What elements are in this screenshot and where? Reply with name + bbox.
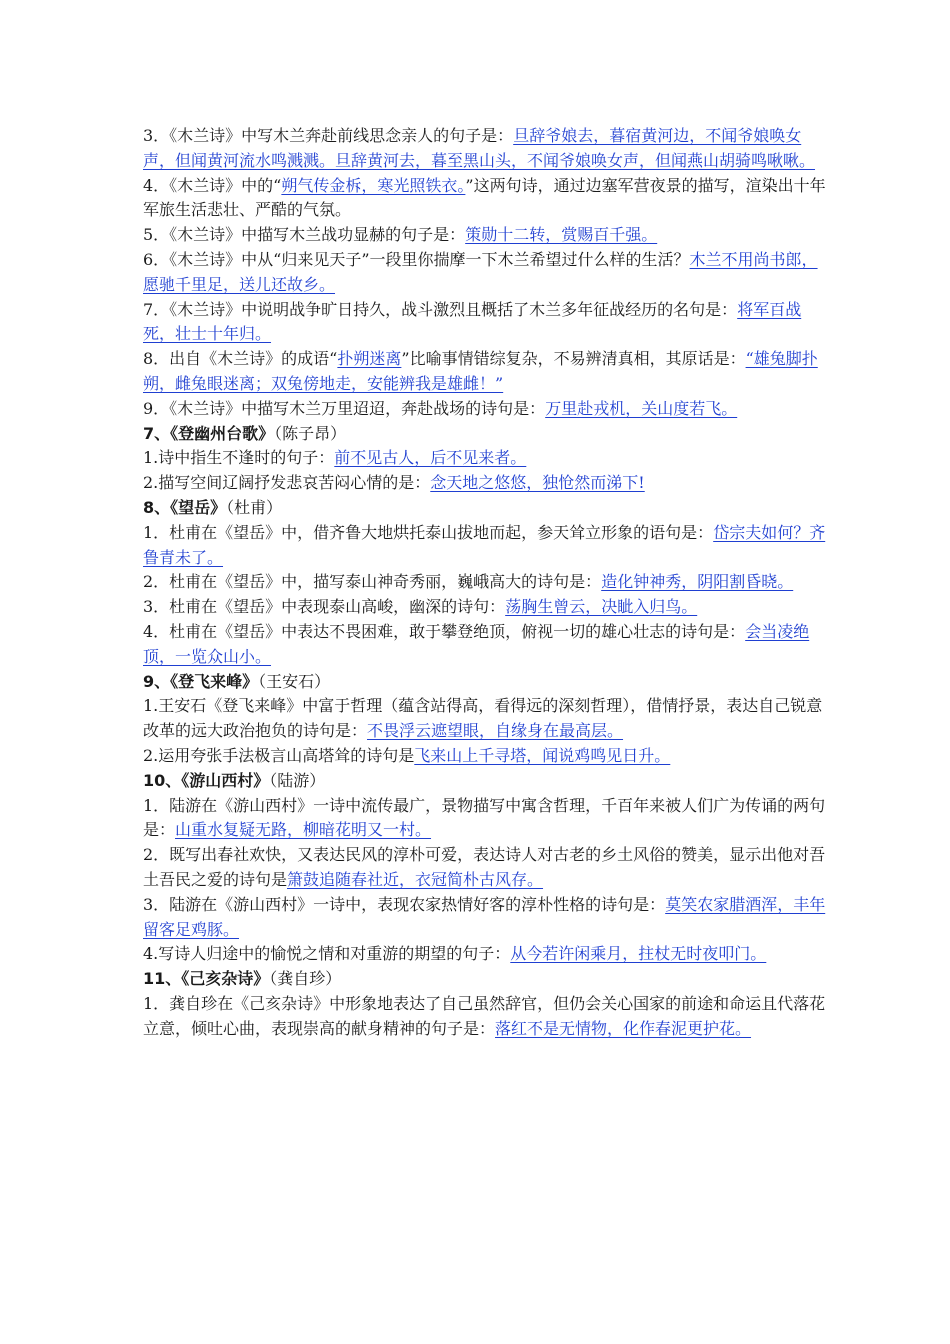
question-text: 8．出自《木兰诗》的成语“ xyxy=(143,349,338,369)
question-text: ”比喻事情错综复杂，不易辨清真相，其原话是： xyxy=(401,349,746,369)
section-author: （杜甫） xyxy=(226,497,283,517)
question-paragraph xyxy=(143,521,833,571)
section-title: 9、《登飞来峰》 xyxy=(143,671,259,691)
question-paragraph xyxy=(143,298,833,348)
question-text: 2．杜甫在《望岳》中，描写泰山神奇秀丽，巍峨高大的诗句是： xyxy=(143,572,602,592)
section-title: 11、《己亥杂诗》 xyxy=(143,969,270,989)
answer-text: 将军百战死，壮士十年归。 xyxy=(143,299,802,344)
question-paragraph xyxy=(143,471,833,496)
question-paragraph xyxy=(143,347,833,397)
question-paragraph xyxy=(143,794,833,844)
question-paragraph xyxy=(143,744,833,769)
answer-text: 会当凌绝顶，一览众山小。 xyxy=(143,621,810,666)
question-paragraph xyxy=(143,843,833,893)
question-paragraph xyxy=(143,893,833,943)
question-text: 4．《木兰诗》中的“ xyxy=(143,175,282,195)
question-text: 3．杜甫在《望岳》中表现泰山高峻，幽深的诗句： xyxy=(143,597,506,617)
section-author: （陆游） xyxy=(269,770,326,790)
answer-text: 朔气传金柝，寒光照铁衣。 xyxy=(281,175,466,195)
question-text: 7．《木兰诗》中说明战争旷日持久，战斗激烈且概括了木兰多年征战经历的名句是： xyxy=(143,299,738,319)
section-author: （陈子昂） xyxy=(274,423,347,443)
question-paragraph xyxy=(143,124,833,174)
question-text: 3．《木兰诗》中写木兰奔赴前线思念亲人的句子是： xyxy=(143,126,514,145)
question-paragraph xyxy=(143,446,833,471)
answer-text: 荡胸生曾云，决眦入归鸟。 xyxy=(505,597,698,617)
question-text: 2.描写空间辽阔抒发悲哀苦闷心情的是： xyxy=(143,473,431,493)
question-paragraph xyxy=(143,174,833,224)
answer-text: 从今若许闲乘月，拄杖无时夜叩门。 xyxy=(510,944,767,964)
question-text: 1．杜甫在《望岳》中，借齐鲁大地烘托泰山拔地而起，参天耸立形象的语句是： xyxy=(143,522,714,542)
question-text: 1．龚自珍在《己亥杂诗》中形象地表达了自己虽然辞官，但仍会关心国家的前途和命运且代落花立意，倾吐心曲，表现崇高的献身精神的句子是： xyxy=(143,993,826,1038)
question-text: 4.写诗人归途中的愉悦之情和对重游的期望的句子： xyxy=(143,944,511,964)
answer-text: 旦辞爷娘去，暮宿黄河边，不闻爷娘唤女声，但闻黄河流水鸣溅溅。旦辞黄河去，暮至黑山头，不闻爷娘唤女声，但闻燕山胡骑鸣啾啾。 xyxy=(143,126,816,170)
question-paragraph xyxy=(143,223,833,248)
answer-text: 念天地之悠悠，独怆然而涕下! xyxy=(430,473,645,493)
answer-text: 造化钟神秀，阴阳割昏晓。 xyxy=(601,572,794,592)
section-title: 7、《登幽州台歌》 xyxy=(143,423,275,443)
question-text: 1.诗中指生不逢时的句子： xyxy=(143,448,335,468)
answer-text: 木兰不用尚书郎，愿驰千里足，送儿还故乡。 xyxy=(143,249,818,294)
question-text: 4．杜甫在《望岳》中表达不畏困难，敢于攀登绝顶，俯视一切的雄心壮志的诗句是： xyxy=(143,621,746,641)
question-paragraph xyxy=(143,620,833,670)
question-text: ”这两句诗，通过边塞军营夜景的描写，渲染出十年军旅生活悲壮、严酷的气氛。 xyxy=(143,175,826,220)
question-paragraph xyxy=(143,570,833,595)
answer-text: 万里赴戎机，关山度若飞。 xyxy=(545,398,738,418)
section-title: 8、《望岳》 xyxy=(143,497,227,517)
question-text: 1．陆游在《游山西村》一诗中流传最广，景物描写中寓含哲理，千百年来被人们广为传诵的两句是： xyxy=(143,795,826,840)
section-heading xyxy=(143,967,833,992)
question-paragraph xyxy=(143,248,833,298)
answer-text: 莫笑农家腊酒浑，丰年留客足鸡豚。 xyxy=(143,894,826,939)
answer-text: 箫鼓追随春社近，衣冠简朴古风存。 xyxy=(287,869,544,889)
answer-text: 前不见古人，后不见来者。 xyxy=(334,448,527,468)
section-heading xyxy=(143,496,833,521)
question-text: 9．《木兰诗》中描写木兰万里迢迢，奔赴战场的诗句是： xyxy=(143,398,546,418)
question-paragraph xyxy=(143,992,833,1042)
question-text: 2.运用夸张手法极言山高塔耸的诗句是 xyxy=(143,745,415,765)
section-heading xyxy=(143,670,833,695)
section-heading xyxy=(143,422,833,447)
answer-text: 扑朔迷离 xyxy=(337,349,402,369)
section-author: （龚自珍） xyxy=(269,969,342,989)
question-paragraph xyxy=(143,595,833,620)
answer-text: 落红不是无情物，化作春泥更护花。 xyxy=(495,1018,752,1038)
question-paragraph xyxy=(143,942,833,967)
answer-text: “雄兔脚扑朔，雌兔眼迷离；双兔傍地走，安能辨我是雄雌！” xyxy=(143,349,818,393)
question-paragraph xyxy=(143,397,833,422)
question-paragraph xyxy=(143,694,833,744)
answer-text: 策勋十二转，赏赐百千强。 xyxy=(465,225,658,245)
answer-text: 岱宗夫如何？齐鲁青未了。 xyxy=(143,522,826,567)
section-title: 10、《游山西村》 xyxy=(143,770,270,790)
section-author: （王安石） xyxy=(258,671,331,691)
question-text: 1.王安石《登飞来峰》中富于哲理（蕴含站得高，看得远的深刻哲理），借情抒景，表达自己锐意改革的远大政治抱负的诗句是： xyxy=(143,696,823,741)
question-text: 5．《木兰诗》中描写木兰战功显赫的句子是： xyxy=(143,225,466,245)
section-heading xyxy=(143,769,833,794)
answer-text: 飞来山上千寻塔，闻说鸡鸣见日升。 xyxy=(414,745,671,765)
document-page xyxy=(143,124,833,1041)
question-text: 6．《木兰诗》中从“归来见天子”一段里你揣摩一下木兰希望过什么样的生活？ xyxy=(143,249,690,269)
question-text: 2．既写出春社欢快，又表达民风的淳朴可爱，表达诗人对古老的乡土风俗的赞美，显示出他对吾土吾民之爱的诗句是 xyxy=(143,845,826,889)
question-text: 3．陆游在《游山西村》一诗中，表现农家热情好客的淳朴性格的诗句是： xyxy=(143,894,666,914)
answer-text: 山重水复疑无路，柳暗花明又一村。 xyxy=(175,820,432,840)
answer-text: 不畏浮云遮望眼，自缘身在最高层。 xyxy=(367,721,624,741)
